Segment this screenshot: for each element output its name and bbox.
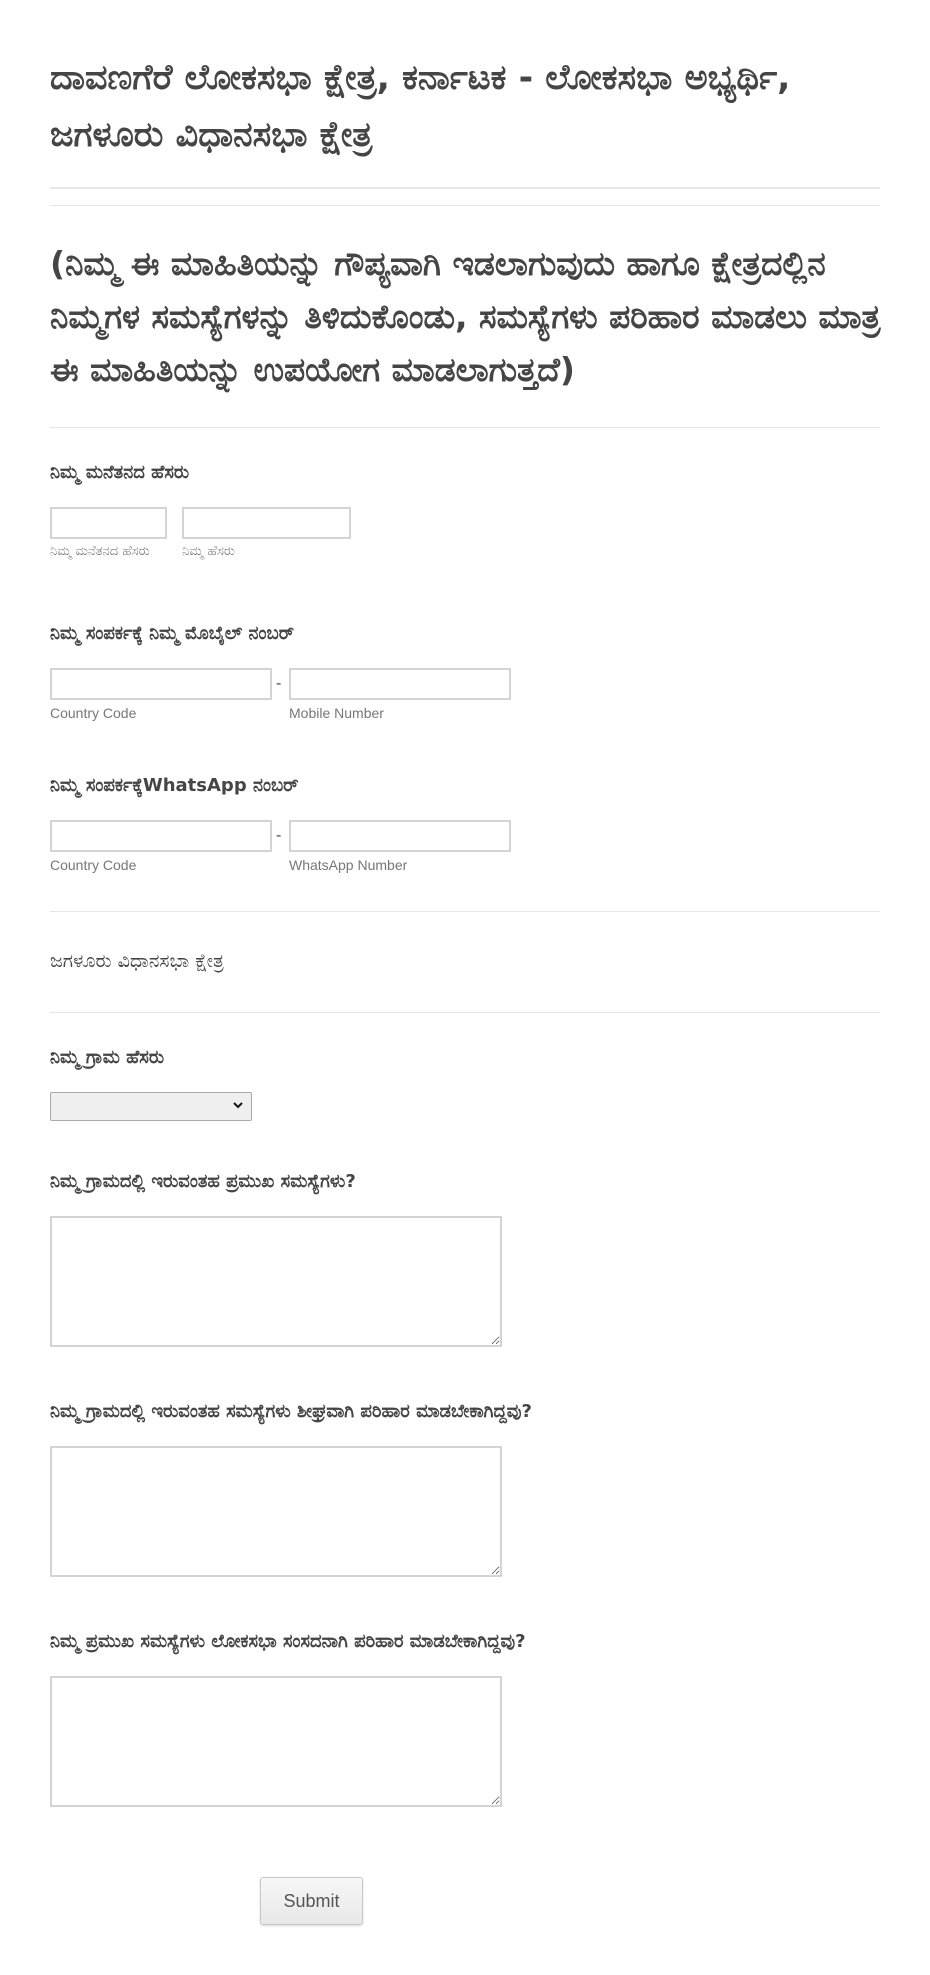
mobile-label: ನಿಮ್ಮ ಸಂಪರ್ಕಕ್ಕೆ ನಿಮ್ಮ ಮೊಬೈಲ್ ನಂಬರ್ xyxy=(50,623,295,644)
mobile-country-code-sublabel: Country Code xyxy=(50,705,137,721)
divider xyxy=(50,1012,880,1013)
mp-problems-label: ನಿಮ್ಮ ಪ್ರಮುಖ ಸಮಸ್ಯೆಗಳು ಲೋಕಸಭಾ ಸಂಸದನಾಗಿ ಪರಿಹಾರ ಮಾಡಬೇಕಾಗಿದ್ದವು? xyxy=(50,1631,526,1652)
whatsapp-number-input[interactable] xyxy=(289,820,511,852)
village-select[interactable] xyxy=(50,1092,252,1121)
family-name-input[interactable] xyxy=(50,507,167,539)
village-label: ನಿಮ್ಮ ಗ್ರಾಮ ಹೆಸರು xyxy=(50,1047,165,1068)
mobile-separator: - xyxy=(276,675,282,692)
divider xyxy=(50,427,880,428)
mp-problems-textarea[interactable] xyxy=(50,1676,502,1807)
chevron-down-icon xyxy=(232,1099,244,1114)
page-title: ದಾವಣಗೆರೆ ಲೋಕಸಭಾ ಕ್ಷೇತ್ರ, ಕರ್ನಾಟಕ - ಲೋಕಸಭಾ ಅಭ್ಯರ್ಥಿ, ಜಗಳೂರು ವಿಧಾನಸಭಾ ಕ್ಷೇತ್ರ xyxy=(50,58,791,155)
mobile-number-sublabel: Mobile Number xyxy=(289,705,384,721)
submit-button[interactable]: Submit xyxy=(260,1877,363,1925)
problems-label: ನಿಮ್ಮ ಗ್ರಾಮದಲ್ಲಿ ಇರುವಂತಹ ಪ್ರಮುಖ ಸಮಸ್ಯೆಗಳು? xyxy=(50,1171,356,1192)
mobile-number-input[interactable] xyxy=(289,668,511,700)
whatsapp-country-code-input[interactable] xyxy=(50,820,272,852)
family-name-sublabel: ನಿಮ್ಮ ಮನೆತನದ ಹೆಸರು xyxy=(50,544,150,559)
first-name-sublabel: ನಿಮ್ಮ ಹೆಸರು xyxy=(182,544,235,559)
page-subtitle: (ನಿಮ್ಮ ಈ ಮಾಹಿತಿಯನ್ನು ಗೌಪ್ಯವಾಗಿ ಇಡಲಾಗುವುದು ಹಾಗೂ ಕ್ಷೇತ್ರದಲ್ಲಿನ ನಿಮ್ಮಗಳ ಸಮಸ್ಯೆಗಳನ್ನು ತಿಳಿದುಕೊಂಡು, ಸಮಸ್ಯೆಗಳು ಪರಿಹಾರ ಮಾಡಲು ಮಾತ್ರ ಈ ಮಾಹಿತಿಯನ್ನು ಉಪಯೋಗ ಮಾಡಲಾಗುತ್ತದೆ) xyxy=(50,244,881,389)
divider xyxy=(50,187,880,189)
divider xyxy=(50,205,880,206)
mobile-country-code-input[interactable] xyxy=(50,668,272,700)
whatsapp-number-sublabel: WhatsApp Number xyxy=(289,857,408,873)
whatsapp-label: ನಿಮ್ಮ ಸಂಪರ್ಕಕ್ಕೆWhatsApp ನಂಬರ್ xyxy=(50,775,299,796)
divider xyxy=(50,911,880,912)
first-name-input[interactable] xyxy=(182,507,351,539)
family-name-label: ನಿಮ್ಮ ಮನೆತನದ ಹೆಸರು xyxy=(50,462,190,483)
whatsapp-country-code-sublabel: Country Code xyxy=(50,857,137,873)
urgent-problems-textarea[interactable] xyxy=(50,1446,502,1577)
problems-textarea[interactable] xyxy=(50,1216,502,1347)
whatsapp-separator: - xyxy=(276,827,282,844)
urgent-problems-label: ನಿಮ್ಮ ಗ್ರಾಮದಲ್ಲಿ ಇರುವಂತಹ ಸಮಸ್ಯೆಗಳು ಶೀಘ್ರವಾಗಿ ಪರಿಹಾರ ಮಾಡಬೇಕಾಗಿದ್ದವು? xyxy=(50,1401,532,1422)
constituency-text: ಜಗಳೂರು ವಿಧಾನಸಭಾ ಕ್ಷೇತ್ರ xyxy=(50,950,224,972)
